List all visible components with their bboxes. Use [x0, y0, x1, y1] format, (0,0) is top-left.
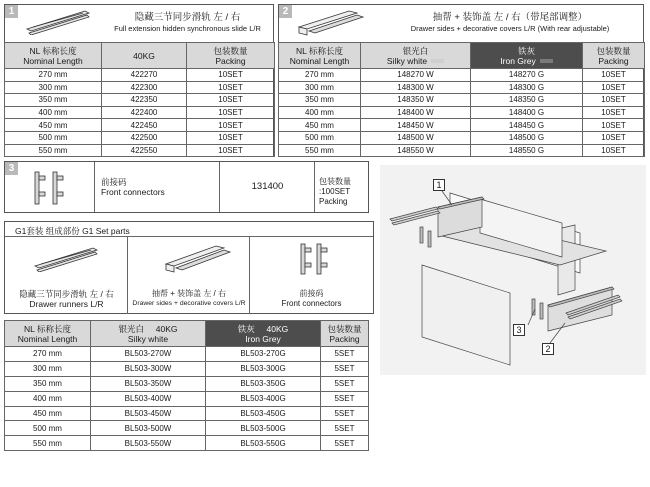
col-packing: 包装数量 Packing — [321, 321, 369, 347]
panel-drawer-sides — [278, 4, 644, 157]
panel-number-badge: 3 — [5, 162, 18, 175]
table-row: 350 mm BL503-350W BL503-350G 5SET — [5, 376, 369, 391]
panel-title-cn: 隐藏三节同步滑轨 左 / 右 — [134, 12, 241, 23]
panel-title-cn: 抽帮 + 装饰盖 左 / 右（带尾部调整） — [432, 12, 588, 23]
callout-label: 1 — [433, 179, 445, 191]
panel-number-badge: 2 — [279, 5, 292, 18]
col-nominal-length: NL 标称长度 Nominal Length — [5, 43, 102, 69]
table-row: 300 mm BL503-300W BL503-300G 5SET — [5, 361, 369, 376]
table-row: 350 mm 422350 10SET — [5, 94, 275, 107]
slides-table — [4, 42, 275, 157]
col-silky-white: 银光白 Silky white — [361, 43, 471, 69]
table-row: 400 mm 148400 W 148400 G 10SET — [279, 106, 645, 119]
col-silky-white: 银光白 40KG Silky white — [91, 321, 206, 347]
table-row: 450 mm 422450 10SET — [5, 119, 275, 132]
connector-name-en: Front connectors — [101, 187, 165, 197]
table-row: 550 mm 422550 10SET — [5, 144, 275, 157]
table-row: 400 mm BL503-400W BL503-400G 5SET — [5, 391, 369, 406]
table-row: 500 mm 422500 10SET — [5, 131, 275, 144]
col-nominal-length: NL 标称长度 Nominal Length — [5, 321, 91, 347]
g1-title: G1套装 组成部份 G1 Set parts — [15, 226, 130, 236]
front-connector-icon — [295, 241, 331, 277]
col-iron-grey: 铁灰 40KG Iron Grey — [206, 321, 321, 347]
part-label-cn: 前接码 — [299, 289, 324, 298]
exploded-drawer-illustration — [380, 165, 646, 375]
panel-title-en: Full extension hidden synchronous slide L/R — [114, 24, 261, 33]
iron-grey-swatch — [540, 59, 553, 63]
part-label-cn: 隐藏三节同步滑轨 左 / 右 — [19, 289, 114, 299]
drawer-sides-table — [278, 42, 645, 157]
silky-white-swatch — [431, 59, 444, 63]
g1-set-table — [4, 320, 369, 451]
table-row: 300 mm 148300 W 148300 G 10SET — [279, 81, 645, 94]
table-row: 450 mm BL503-450W BL503-450G 5SET — [5, 406, 369, 421]
panel-title-en: Drawer sides + decorative covers L/R (With rear adjustable) — [410, 24, 610, 33]
table-row: 350 mm 148350 W 148350 G 10SET — [279, 94, 645, 107]
table-row: 500 mm 148500 W 148500 G 10SET — [279, 131, 645, 144]
panel-g1-set — [4, 221, 374, 314]
table-row: 550 mm 148550 W 148550 G 10SET — [279, 144, 645, 157]
connector-packing-cn: 包装数量 :100SET — [319, 177, 351, 196]
connector-name-cn: 前接码 — [101, 177, 127, 187]
panel-front-connectors — [4, 161, 369, 213]
col-nominal-length: NL 标称长度 Nominal Length — [279, 43, 361, 69]
col-40kg: 40KG — [102, 43, 187, 69]
table-row: 450 mm 148450 W 148450 G 10SET — [279, 119, 645, 132]
table-row: 270 mm 148270 W 148270 G 10SET — [279, 69, 645, 82]
part-label-en: Drawer runners L/R — [29, 299, 104, 309]
slide-rail-icon — [23, 7, 93, 35]
callout-label: 3 — [513, 324, 525, 336]
col-iron-grey: 铁灰 Iron Grey — [471, 43, 583, 69]
slide-rail-icon — [31, 244, 101, 272]
connector-code: 131400 — [251, 181, 284, 192]
table-row: 500 mm BL503-500W BL503-500G 5SET — [5, 421, 369, 436]
callout-label: 2 — [542, 343, 554, 355]
table-row: 400 mm 422400 10SET — [5, 106, 275, 119]
drawer-side-icon — [162, 242, 234, 274]
table-row: 300 mm 422300 10SET — [5, 81, 275, 94]
part-label-en: Front connectors — [281, 299, 342, 308]
panel-number-badge: 1 — [5, 5, 18, 18]
table-row: 550 mm BL503-550W BL503-550G 5SET — [5, 436, 369, 451]
table-row: 270 mm BL503-270W BL503-270G 5SET — [5, 347, 369, 362]
col-packing: 包装数量 Packing — [187, 43, 275, 69]
connector-packing-en: Packing — [319, 197, 348, 206]
table-row: 270 mm 422270 10SET — [5, 69, 275, 82]
panel-slides — [4, 4, 274, 157]
part-label-cn: 抽帮 + 装饰盖 左 / 右 — [151, 289, 226, 298]
assembly-diagram — [380, 165, 646, 375]
drawer-side-icon — [295, 7, 367, 37]
part-label-en: Drawer sides + decorative covers L/R — [132, 300, 246, 307]
col-packing: 包装数量 Packing — [583, 43, 645, 69]
